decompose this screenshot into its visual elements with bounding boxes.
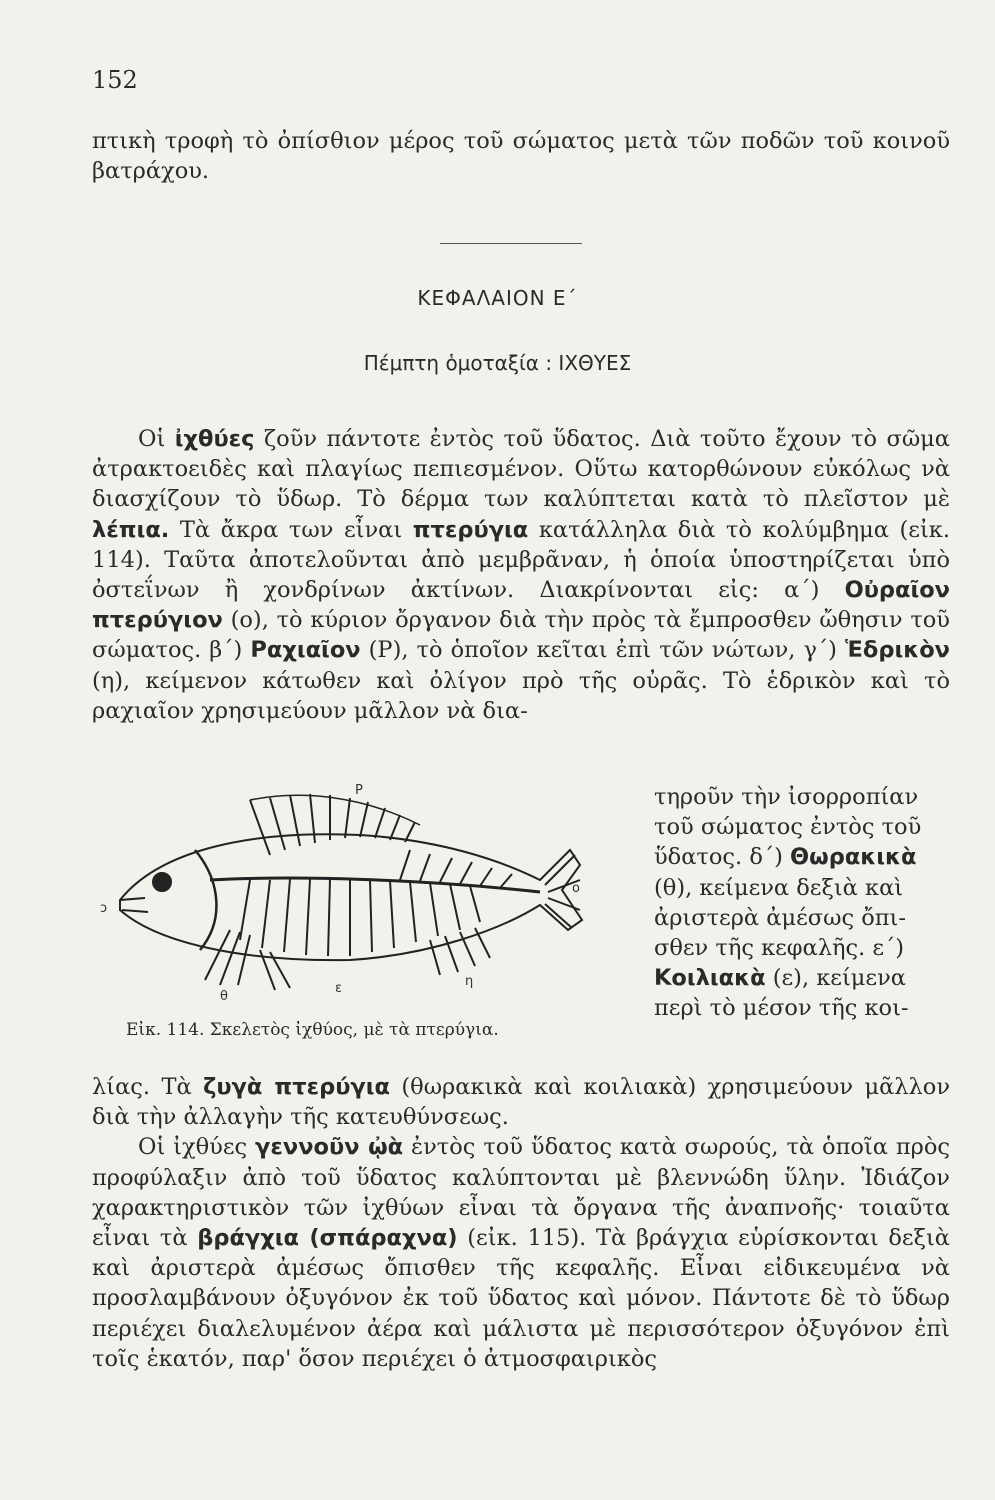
paragraph-top: πτικὴ τροφὴ τὸ ὀπίσθιον μέρος τοῦ σώματος μετὰ τῶν ποδῶν τοῦ κοινοῦ βατράχου. [92,128,950,185]
term-gennoun-oa: γεννοῦν ᾠὰ [255,1134,404,1161]
text-run: (Ρ), τὸ ὁποῖον κεῖται ἐπὶ τῶν νώτων, γ΄) [360,637,845,664]
term-lepia: λέπια. [92,516,170,543]
text-line [654,842,950,872]
term-edrikon: Ἑδρικὸν [845,637,950,664]
text-line: ἀριστερὰ ἀμέσως ὄπι- [654,904,906,931]
section-divider [440,243,582,244]
figure-caption: Εἰκ. 114. Σκελετὸς ἰχθύος, μὲ τὰ πτερύγια. [126,1020,499,1040]
text-run: (ο), τὸ κύριον ὄργανον διὰ τὴν πρὸς τὰ ἔμπροσθεν ὤθησιν τοῦ σώματος. β΄) [92,607,950,664]
text-run: κατάλληλα διὰ τὸ κολύμβημα (εἰκ. 114). Ταῦτα ἀποτελοῦνται ἀπὸ μεμβρᾶναν, ἡ ὁποία ὑποστηρίζεται ὑπὸ ὀστεΐνων ἢ χονδρίνων ἀκτίνων. Διακρίνονται εἰς: α΄) [92,516,950,604]
text-line: τηροῦν τὴν ἰσορροπίαν [654,784,919,810]
text-line: (θ), κείμενα δεξιὰ καὶ [654,874,904,901]
text-run: (εἰκ. 115). Τὰ βράγχια εὑρίσκονται δεξιὰ καὶ ἀριστερὰ ἀμέσως ὄπισθεν τῆς κεφαλῆς. Εἶναι εἰδικευμένα νὰ προσλαμβάνουν ὀξυγόνον ἐκ τοῦ ὕδατος καὶ μόνον. Πάντοτε δὲ τὸ ὕδωρ περιέχει διαλελυμένον ἀέρα καὶ μάλιστα μὲ περισσότερον ὀξυγόνον ἐπὶ τοῖς ἑκατόν, παρ' ὅσον περιέχει ὁ ἀτμοσφαιρικὸς [92,1225,950,1372]
term-pterygia: πτερύγια [412,516,529,543]
lower-paragraphs [92,1072,950,1374]
term-ichthyes: ἰχθύες [174,426,255,452]
text-line: σθεν τῆς κεφαλῆς. ε΄) [654,935,905,962]
term-rachiaion: Ραχιαῖον [250,637,361,664]
page-number: 152 [92,66,138,94]
text-run: ζοῦν πάντοτε ἐντὸς τοῦ ὕδατος. Διὰ τοῦτο ἔχουν τὸ σῶμα ἀτρακτοειδὲς καὶ πλαγίως πεπιεσμένον. Οὕτω κατορθώνουν εὐκόλως νὰ διασχίζουν τὸ ὕδωρ. Τὸ δέρμα των καλύπτεται κατὰ τὸ πλεῖστον μὲ [92,426,951,513]
text-run: ὕδατος. δ΄) [654,844,791,871]
wrapped-text-column [654,782,950,1024]
label-caudal: ο [572,881,580,896]
main-paragraph [92,424,950,726]
chapter-title: ΚΕΦΑΛΑΙΟΝ Ε΄ [417,286,578,310]
text-line [654,963,950,993]
text-line: τοῦ σώματος ἐντὸς τοῦ [654,814,922,841]
text-run: Οἱ [138,426,175,452]
text-run: ἐντὸς τοῦ ὕδατος κατὰ σωρούς, τὰ ὁποῖα πρὸς προφύλαξιν ἀπὸ τοῦ ὕδατος καλύπτονται μὲ βλεννώδη ὕλην. Ἰδιάζον χαρακτηριστικὸν τῶν ἰχθύων εἶναι τὰ ὄργανα τῆς ἀναπνοῆς· τοιαῦτα εἶναι τὰ [92,1134,951,1252]
label-dorsal: P [355,783,363,798]
term-brangchia: βράγχια (σπάραχνα) [197,1225,458,1252]
text-run: λίας. Τὰ [92,1074,204,1100]
class-title: Πέμπτη ὁμοταξία : ΙΧΘΥΕΣ [363,351,632,375]
label-anal: η [465,974,474,989]
term-ouraion: Οὐραῖον πτερύγιον [92,577,950,634]
label-pectoral: θ [220,989,228,1004]
text-run: (ε), κείμενα [765,965,906,992]
term-thorakika: Θωρακικὰ [790,844,917,871]
text-run: (θωρακικὰ καὶ κοιλιακὰ) χρησιμεύουν μᾶλλον διὰ τὴν ἀλλαγὴν τῆς κατευθύνσεως. [92,1074,951,1131]
term-koiliaka: Κοιλιακὰ [654,965,766,992]
text-run: (η), κείμενον κάτωθεν καὶ ὀλίγον πρὸ τῆς οὐρᾶς. Τὸ ἑδρικὸν καὶ τὸ ραχιαῖον χρησιμεύουν μᾶλλον νὰ δια- [92,667,950,724]
label-mouth: ɔ [100,901,108,916]
fish-skeleton-figure [100,780,590,1005]
text-run: Οἱ ἰχθύες [138,1134,256,1161]
term-zyga-pterygia: ζυγὰ πτερύγια [203,1074,390,1100]
text-run: Τὰ ἄκρα των εἶναι [169,516,413,543]
label-pelvic: ε [335,981,343,996]
text-line: περὶ τὸ μέσον τῆς κοι- [654,995,909,1022]
